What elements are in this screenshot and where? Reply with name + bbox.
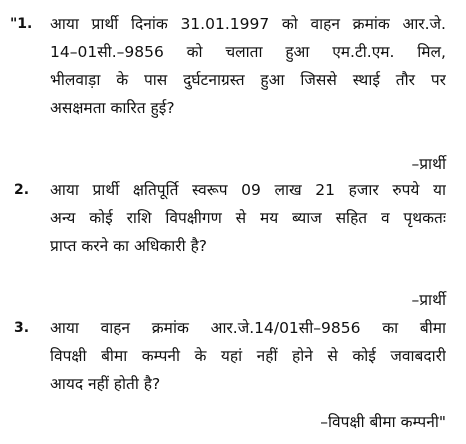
- issue-3-line-3: आयद नहीं होती है?: [50, 375, 161, 393]
- issue-1-attribution: –प्रार्थी: [411, 155, 446, 173]
- issue-1-text: [50, 10, 446, 122]
- issue-2-line-2: अन्य कोई राशि विपक्षीगण से मय ब्याज सहित व पृथकतः: [50, 209, 446, 227]
- issue-1-line-1: आया प्रार्थी दिनांक 31.01.1997 को वाहन क्रमांक आर.जे.: [50, 15, 446, 33]
- issue-1-number: "1.: [10, 16, 33, 32]
- issue-2-text: [50, 176, 446, 260]
- issue-2-number: 2.: [14, 182, 30, 198]
- issue-1-line-2: 14–01सी.–9856 को चलाता हुआ एम.टी.एम. मिल,: [50, 43, 446, 61]
- issue-1-line-4: असक्षमता कारित हुई?: [50, 99, 175, 117]
- issue-3-number: 3.: [14, 320, 30, 336]
- issue-1-line-3: भीलवाड़ा के पास दुर्घटनाग्रस्त हुआ जिससे स्थाई तौर पर: [50, 71, 446, 89]
- issue-3-line-1: आया वाहन क्रमांक आर.जे.14/01सी–9856 का बीमा: [50, 319, 446, 337]
- issue-3-attribution: –विपक्षी बीमा कम्पनी": [320, 413, 446, 431]
- closing-quote: ": [438, 413, 446, 431]
- opening-quote: ": [10, 16, 18, 32]
- issue-2-attribution: –प्रार्थी: [411, 291, 446, 309]
- issue-3-text: [50, 314, 446, 398]
- issue-3-line-2: विपक्षी बीमा कम्पनी के यहां नहीं होने से कोई जवाबदारी: [50, 347, 446, 365]
- issue-2-line-1: आया प्रार्थी क्षतिपूर्ति स्वरूप 09 लाख 21 हजार रुपये या: [50, 181, 446, 199]
- issue-2-line-3: प्राप्त करने का अधिकारी है?: [50, 237, 208, 255]
